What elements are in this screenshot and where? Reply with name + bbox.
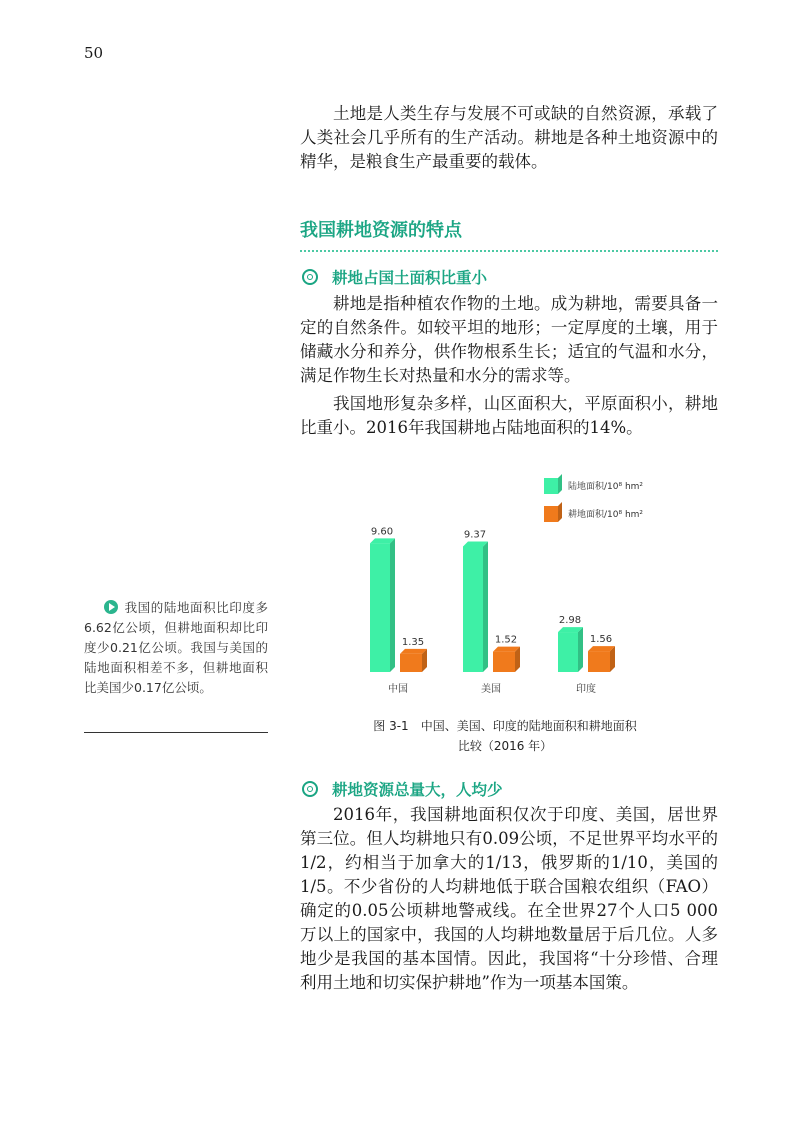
legend-swatch [544,506,558,522]
data-label: 1.35 [401,636,425,648]
figure-caption-line2: 比较（2016 年） [457,739,553,753]
circle-bullet-icon [302,269,318,285]
section-title: 我国耕地资源的特点 [300,220,462,241]
data-label: 1.52 [494,634,518,646]
subsection-title-1: 耕地占国土面积比重小 [332,269,488,287]
bar-chart [340,466,670,700]
data-label: 9.60 [370,526,394,538]
bar-arable-2 [588,651,610,672]
side-note [84,598,268,698]
bar-land-2 [558,632,578,672]
page-number: 50 [84,44,104,62]
x-tick-label: 美国 [481,684,501,695]
bar-side-0-0 [390,538,395,672]
subsection-heading-1 [302,266,720,288]
legend-label: 耕地面积/10⁸ hm² [568,510,644,520]
bar-land-1 [463,546,483,672]
play-icon [104,600,118,614]
subsection1-paragraph2: 我国地形复杂多样，山区面积大，平原面积小，耕地比重小。2016年我国耕地占陆地面积的14%。 [300,394,718,437]
data-label: 1.56 [589,634,613,646]
subsection-heading-2 [302,778,720,800]
circle-bullet-icon [302,781,318,797]
legend-swatch-side [558,502,562,522]
x-tick-label: 印度 [576,684,596,695]
chart-canvas [340,466,670,700]
bar-side-0-2 [578,627,583,672]
intro-paragraph: 土地是人类生存与发展不可或缺的自然资源，承载了人类社会几乎所有的生产活动。耕地是各种土地资源中的精华，是粮食生产最重要的载体。 [300,104,718,171]
bar-side-0-1 [483,541,488,672]
bar-arable-1 [493,652,515,672]
side-note-text: 我国的陆地面积比印度多6.62亿公顷，但耕地面积却比印度少0.21亿公顷。我国与美国的陆地面积相差不多，但耕地面积比美国少0.17亿公顷。 [84,600,268,695]
section-divider [300,250,718,252]
figure-caption [340,716,670,756]
legend-swatch [544,478,558,494]
subsection2-paragraph: 2016年，我国耕地面积仅次于印度、美国，居世界第三位。但人均耕地只有0.09公顷，不足世界平均水平的1/2，约相当于加拿大的1/13，俄罗斯的1/10，美国的1/5。不少省份的人均耕地低于联合国粮农组织（FAO）确定的0.05公顷耕地警戒线。在全世界27个人口5 000万以上的国家中，我国的人均耕地数量居于后几位。人多地少是我国的基本国情。因此，我国将“十分珍惜、合理利用土地和切实保护耕地”作为一项基本国策。 [300,805,718,992]
subsection-title-2: 耕地资源总量大，人均少 [332,781,503,799]
data-label: 9.37 [463,529,487,541]
data-label: 2.98 [558,615,582,627]
legend-swatch-side [558,474,562,494]
side-note-divider [84,732,268,733]
legend-label: 陆地面积/10⁸ hm² [568,482,644,492]
x-tick-label: 中国 [388,684,408,695]
bar-arable-0 [400,654,422,672]
subsection1-paragraph1: 耕地是指种植农作物的土地。成为耕地，需要具备一定的自然条件。如较平坦的地形；一定厚度的土壤，用于储藏水分和养分，供作物根系生长；适宜的气温和水分，满足作物生长对热量和水分的需求等。 [300,294,718,385]
figure-caption-line1: 图 3-1 中国、美国、印度的陆地面积和耕地面积 [373,719,637,733]
bar-land-0 [370,543,390,672]
